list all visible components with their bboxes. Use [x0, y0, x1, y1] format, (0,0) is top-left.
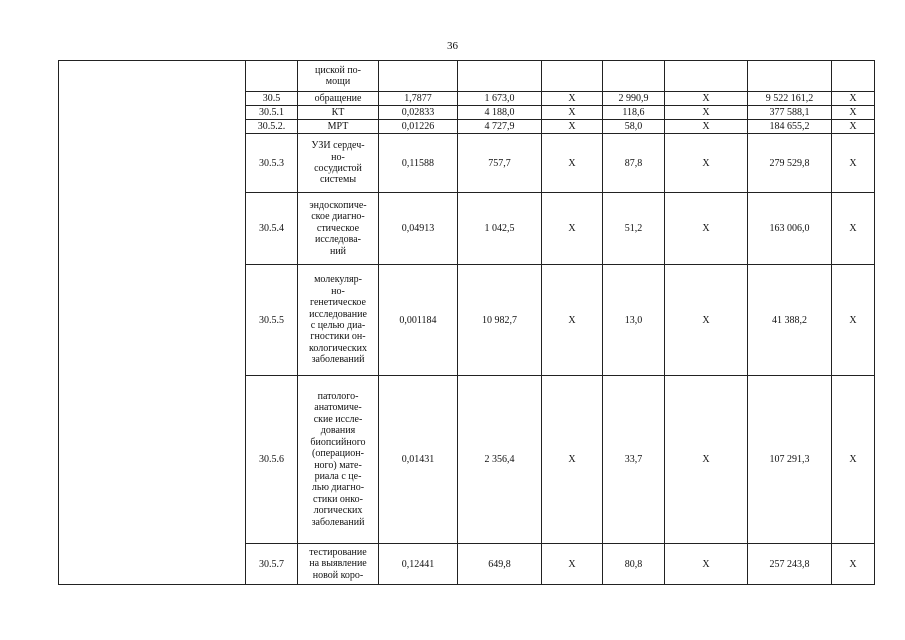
- value-cell: [542, 61, 603, 92]
- row-code-cell: 30.5.6: [246, 376, 298, 544]
- value-cell: 4 727,9: [458, 120, 542, 134]
- row-name-cell: обращение: [298, 92, 379, 106]
- row-code-cell: 30.5.2.: [246, 120, 298, 134]
- value-cell: 118,6: [603, 106, 665, 120]
- value-cell: [458, 61, 542, 92]
- value-cell: 10 982,7: [458, 265, 542, 376]
- row-code-cell: 30.5.3: [246, 134, 298, 193]
- value-cell: 4 188,0: [458, 106, 542, 120]
- value-cell: 649,8: [458, 544, 542, 585]
- value-cell: X: [832, 544, 875, 585]
- value-cell: 377 588,1: [748, 106, 832, 120]
- value-cell: 0,12441: [379, 544, 458, 585]
- row-name-cell: эндоскопиче- ское диагно- стическое исследова- ний: [298, 193, 379, 265]
- value-cell: X: [832, 134, 875, 193]
- value-cell: 87,8: [603, 134, 665, 193]
- row-name-cell: патолого- анатомиче- ские иссле- дования биопсийного (операцион- ного) мате- риала с це- лью диагно- стики онко- логических заболеваний: [298, 376, 379, 544]
- row-name-cell: УЗИ сердеч- но- сосудистой системы: [298, 134, 379, 193]
- value-cell: 0,11588: [379, 134, 458, 193]
- value-cell: 33,7: [603, 376, 665, 544]
- value-cell: X: [542, 265, 603, 376]
- value-cell: X: [832, 120, 875, 134]
- value-cell: 9 522 161,2: [748, 92, 832, 106]
- value-cell: X: [542, 134, 603, 193]
- value-cell: X: [665, 265, 748, 376]
- value-cell: 1,7877: [379, 92, 458, 106]
- value-cell: 2 990,9: [603, 92, 665, 106]
- value-cell: X: [665, 376, 748, 544]
- value-cell: X: [542, 544, 603, 585]
- value-cell: 41 388,2: [748, 265, 832, 376]
- value-cell: X: [665, 193, 748, 265]
- value-cell: X: [542, 376, 603, 544]
- table-row: [59, 61, 875, 92]
- row-code-cell: 30.5: [246, 92, 298, 106]
- value-cell: X: [665, 134, 748, 193]
- value-cell: 163 006,0: [748, 193, 832, 265]
- value-cell: X: [832, 106, 875, 120]
- value-cell: [603, 61, 665, 92]
- value-cell: 0,001184: [379, 265, 458, 376]
- page-number: 36: [447, 40, 458, 52]
- tariff-table: [58, 60, 875, 585]
- value-cell: [748, 61, 832, 92]
- value-cell: 80,8: [603, 544, 665, 585]
- left-empty-cell: [59, 61, 246, 585]
- value-cell: X: [832, 265, 875, 376]
- value-cell: 107 291,3: [748, 376, 832, 544]
- value-cell: 2 356,4: [458, 376, 542, 544]
- value-cell: 279 529,8: [748, 134, 832, 193]
- value-cell: 757,7: [458, 134, 542, 193]
- value-cell: X: [665, 544, 748, 585]
- value-cell: X: [665, 92, 748, 106]
- value-cell: 0,04913: [379, 193, 458, 265]
- value-cell: 13,0: [603, 265, 665, 376]
- row-code-cell: [246, 61, 298, 92]
- row-code-cell: 30.5.5: [246, 265, 298, 376]
- row-code-cell: 30.5.4: [246, 193, 298, 265]
- value-cell: X: [542, 106, 603, 120]
- value-cell: X: [542, 120, 603, 134]
- value-cell: X: [832, 376, 875, 544]
- value-cell: 257 243,8: [748, 544, 832, 585]
- value-cell: 58,0: [603, 120, 665, 134]
- value-cell: 0,01431: [379, 376, 458, 544]
- value-cell: 1 042,5: [458, 193, 542, 265]
- row-name-cell: циской по- мощи: [298, 61, 379, 92]
- value-cell: 0,02833: [379, 106, 458, 120]
- row-name-cell: МРТ: [298, 120, 379, 134]
- value-cell: X: [665, 106, 748, 120]
- row-name-cell: КТ: [298, 106, 379, 120]
- value-cell: [665, 61, 748, 92]
- value-cell: X: [542, 92, 603, 106]
- row-code-cell: 30.5.7: [246, 544, 298, 585]
- value-cell: X: [542, 193, 603, 265]
- value-cell: X: [832, 193, 875, 265]
- value-cell: [379, 61, 458, 92]
- value-cell: X: [665, 120, 748, 134]
- value-cell: [832, 61, 875, 92]
- value-cell: X: [832, 92, 875, 106]
- row-name-cell: молекуляр- но- генетическое исследование с целью диа- гностики он- кологических заболеваний: [298, 265, 379, 376]
- value-cell: 184 655,2: [748, 120, 832, 134]
- value-cell: 51,2: [603, 193, 665, 265]
- row-name-cell: тестирование на выявление новой коро-: [298, 544, 379, 585]
- value-cell: 1 673,0: [458, 92, 542, 106]
- value-cell: 0,01226: [379, 120, 458, 134]
- row-code-cell: 30.5.1: [246, 106, 298, 120]
